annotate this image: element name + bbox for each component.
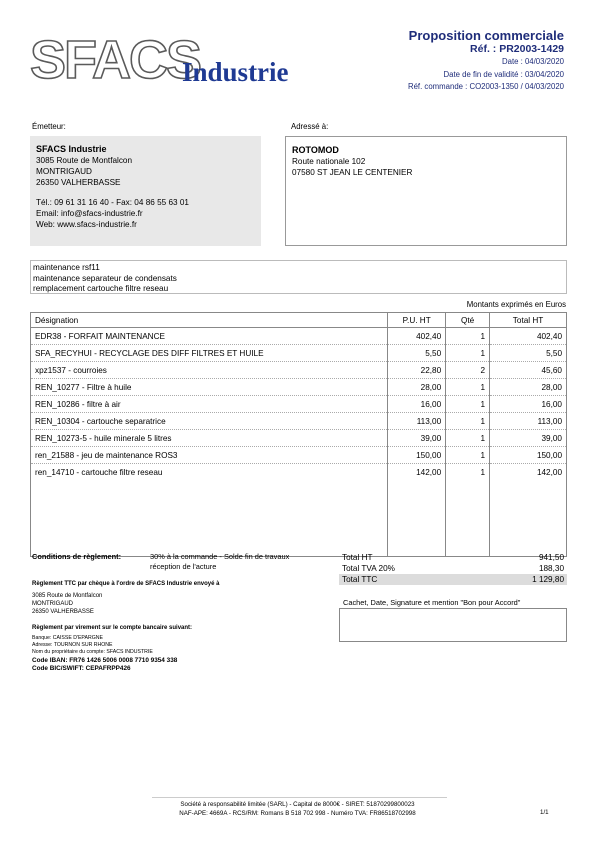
total-ttc-value: 1 129,80 [532, 575, 564, 584]
col-designation: Désignation [31, 313, 388, 328]
items-table [30, 312, 567, 557]
addressee-name: ROTOMOD [292, 145, 339, 155]
emitter-email[interactable]: Email: info@sfacs-industrie.fr [36, 209, 143, 218]
cell-unit-price: 402,40 [388, 328, 446, 345]
total-tva-row [339, 563, 567, 574]
table-filler-row [31, 481, 567, 557]
iban-code: Code IBAN: FR76 1426 5006 0008 7710 9354 338 [32, 656, 178, 664]
account-owner: Nom du propriétaire du compte: SFACS INDUSTRIE [32, 649, 153, 656]
table-header-row [31, 313, 567, 328]
cell-unit-price: 142,00 [388, 464, 446, 481]
cell-total: 113,00 [490, 413, 567, 430]
total-tva-label: Total TVA 20% [342, 564, 395, 573]
payment-conditions-label: Conditions de règlement: [32, 552, 122, 561]
cell-designation: ren_21588 - jeu de maintenance ROS3 [31, 447, 388, 464]
footer-divider [152, 797, 447, 798]
cell-quantity: 1 [446, 447, 490, 464]
cell-designation: xpz1537 - courroies [31, 362, 388, 379]
footer [100, 800, 495, 818]
cell-total: 5,50 [490, 345, 567, 362]
document-date: Date : 04/03/2020 [502, 57, 564, 66]
company-logo [30, 30, 320, 90]
table-row [31, 430, 567, 447]
signature-label: Cachet, Date, Signature et mention "Bon pour Accord" [343, 598, 521, 607]
cell-quantity: 1 [446, 464, 490, 481]
emitter-website[interactable]: Web: www.sfacs-industrie.fr [36, 220, 137, 229]
cell-quantity: 1 [446, 379, 490, 396]
object-line: maintenance rsf11 [33, 263, 100, 272]
table-row [31, 413, 567, 430]
table-row [31, 345, 567, 362]
footer-legal-line: Société à responsabilité limitée (SARL) - Capital de 8000€ - SIRET: 51870299800023 [180, 801, 415, 808]
table-row [31, 362, 567, 379]
cell-total: 142,00 [490, 464, 567, 481]
document-title: Proposition commerciale [408, 28, 564, 43]
table-row [31, 396, 567, 413]
total-tva-value: 188,30 [538, 564, 564, 573]
cell-quantity: 2 [446, 362, 490, 379]
validity-date: Date de fin de validité : 03/04/2020 [443, 69, 564, 79]
cell-quantity: 1 [446, 430, 490, 447]
document-reference: Réf. : PR2003-1429 [470, 43, 564, 55]
cell-designation: REN_10273-5 - huile minerale 5 litres [31, 430, 388, 447]
order-reference: Réf. commande : CO2003-1350 / 04/03/2020 [407, 82, 564, 91]
cell-designation: SFA_RECYHUI - RECYCLAGE DES DIFF FILTRES ET HUILE [31, 345, 388, 362]
total-ht-value: 941,50 [538, 553, 564, 562]
object-box [30, 260, 567, 294]
bic-code: Code BIC/SWIFT: CEPAFRPP426 [32, 664, 131, 672]
table-row [31, 379, 567, 396]
bank-name: Banque: CAISSE D'EPARGNE [32, 635, 103, 641]
cell-unit-price: 113,00 [388, 413, 446, 430]
cell-designation: REN_10277 - Filtre à huile [31, 379, 388, 396]
cell-total: 150,00 [490, 447, 567, 464]
cheque-address-line: 26350 VALHERBASSE [32, 609, 94, 615]
cell-total: 28,00 [490, 379, 567, 396]
emitter-label: Émetteur: [32, 122, 66, 131]
cell-total: 45,60 [490, 362, 567, 379]
cell-unit-price: 5,50 [388, 345, 446, 362]
cheque-address-line: 3085 Route de Montfalcon [32, 593, 103, 599]
table-row [31, 328, 567, 345]
cell-designation: EDR38 - FORFAIT MAINTENANCE [31, 328, 388, 345]
addressee-address-line: 07580 ST JEAN LE CENTENIER [292, 168, 413, 177]
cheque-address-line: MONTRIGAUD [32, 601, 73, 607]
emitter-box [30, 136, 261, 246]
cheque-title: Règlement TTC par chèque à l'ordre de SFACS Industrie envoyé à [32, 581, 220, 587]
emitter-address-line: MONTRIGAUD [36, 167, 92, 176]
cell-quantity: 1 [446, 396, 490, 413]
payment-conditions-value: 30% à la commande - Solde fin de travaux réception de l'acture [150, 552, 290, 571]
emitter-name: SFACS Industrie [36, 144, 107, 154]
col-quantity: Qté [446, 313, 490, 328]
object-line: maintenance separateur de condensats [33, 273, 177, 283]
emitter-phone: Tél.: 09 61 31 16 40 - Fax: 04 86 55 63 01 [36, 198, 189, 207]
cell-unit-price: 39,00 [388, 430, 446, 447]
emitter-address-line: 26350 VALHERBASSE [36, 178, 121, 187]
col-total: Total HT [490, 313, 567, 328]
footer-registration-line: NAF-APE: 4669A - RCS/RM: Romans B 518 702 998 - Numéro TVA: FR86518702998 [179, 810, 416, 817]
cell-total: 402,40 [490, 328, 567, 345]
signature-box[interactable] [339, 608, 567, 642]
document-header [304, 28, 564, 94]
cell-quantity: 1 [446, 345, 490, 362]
emitter-address-line: 3085 Route de Montfalcon [36, 156, 133, 165]
cell-designation: REN_10286 - filtre à air [31, 396, 388, 413]
cell-unit-price: 22,80 [388, 362, 446, 379]
object-line: remplacement cartouche filtre reseau [33, 284, 169, 293]
cell-total: 16,00 [490, 396, 567, 413]
cell-unit-price: 16,00 [388, 396, 446, 413]
addressee-address-line: Route nationale 102 [292, 157, 366, 166]
transfer-title: Règlement par virement sur le compte bancaire suivant: [32, 625, 193, 631]
total-ht-label: Total HT [342, 553, 373, 562]
col-unit-price: P.U. HT [388, 313, 446, 328]
total-ttc-label: Total TTC [342, 575, 378, 584]
page-number: 1/1 [540, 809, 549, 816]
cell-quantity: 1 [446, 328, 490, 345]
cell-designation: REN_10304 - cartouche separatrice [31, 413, 388, 430]
cell-designation: ren_14710 - cartouche filtre reseau [31, 464, 388, 481]
currency-note: Montants exprimés en Euros [466, 300, 566, 309]
cell-unit-price: 150,00 [388, 447, 446, 464]
cell-unit-price: 28,00 [388, 379, 446, 396]
bank-details [32, 635, 177, 673]
cell-quantity: 1 [446, 413, 490, 430]
logo-suffix: Industrie [182, 57, 289, 87]
total-ht-row [339, 552, 567, 563]
addressee-box [285, 136, 567, 246]
cheque-address [32, 592, 102, 616]
total-ttc-row [339, 574, 567, 585]
table-row [31, 464, 567, 481]
table-row [31, 447, 567, 464]
addressee-label: Adressé à: [291, 122, 329, 131]
bank-address: Adresse: TOURNON SUR RHONE [32, 642, 113, 649]
cell-total: 39,00 [490, 430, 567, 447]
logo-brand: SFACS [30, 30, 201, 90]
